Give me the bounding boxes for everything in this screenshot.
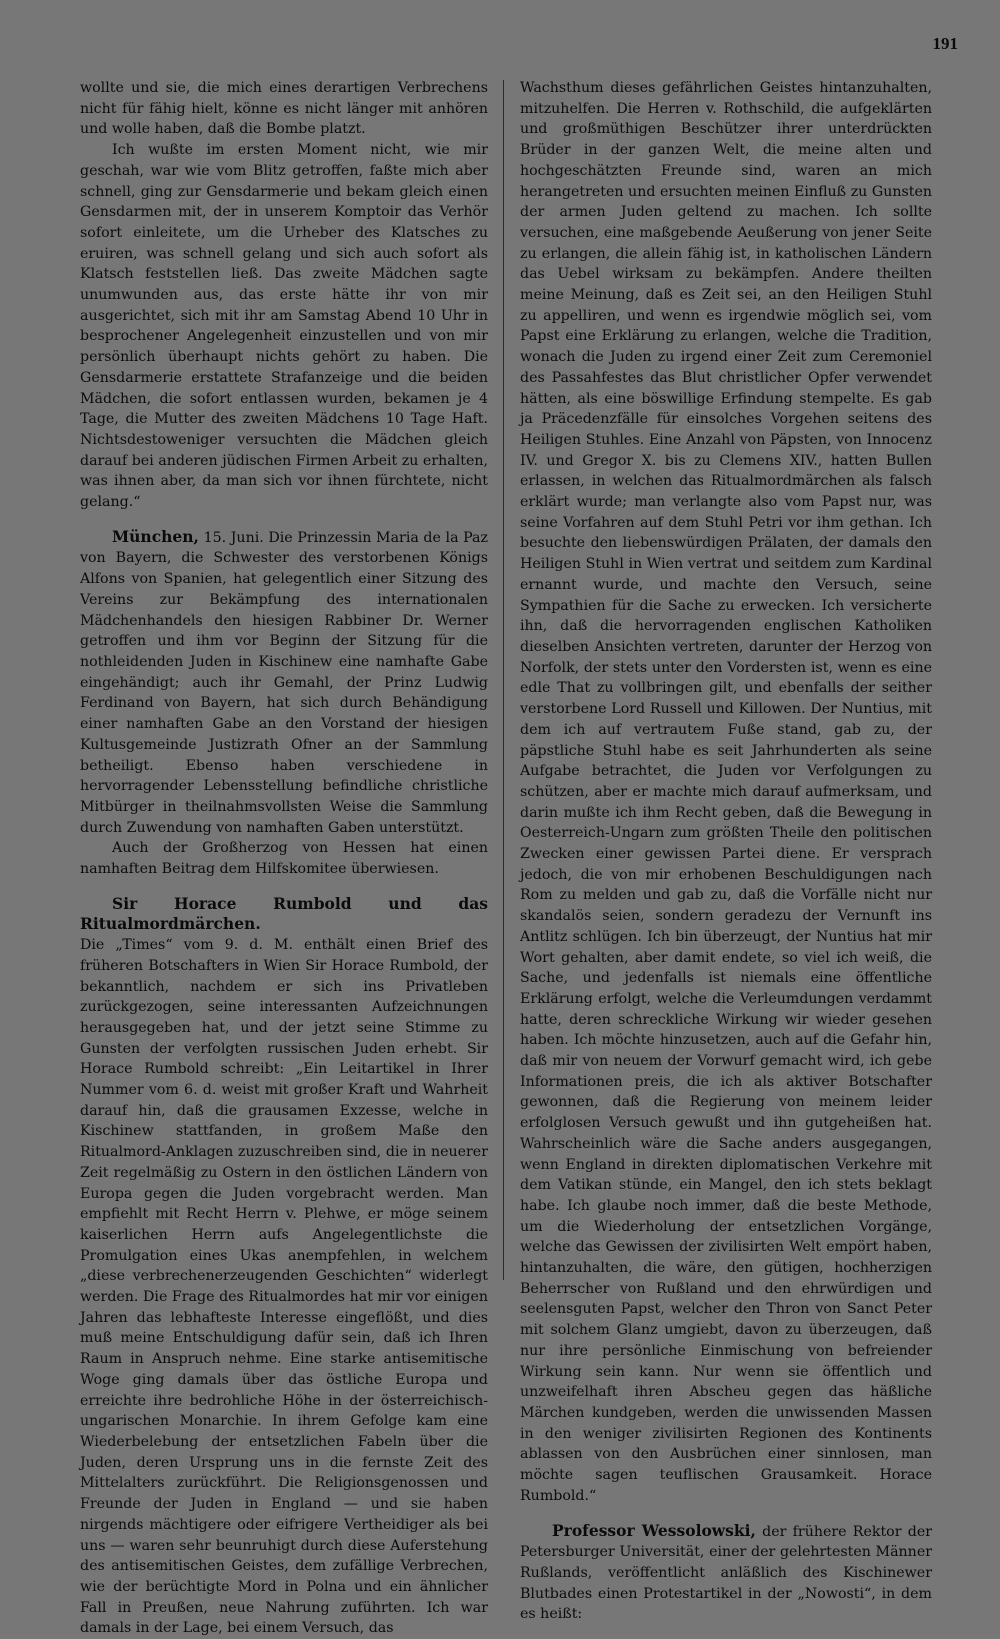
news-heading: Professor Wessolowski, [552, 1520, 756, 1540]
news-body: der frühere Rektor der Petersburger Universität, einer der gelehrtesten Männer Rußlands, veröffentlicht anläßlich des Kischinewer Blutbades einen Protestartikel in der „Nowosti“, in dem es heißt: [520, 1523, 932, 1623]
news-item-wessolowski [520, 1521, 932, 1626]
paragraph: Die „Times“ vom 9. d. M. enthält einen Brief des früheren Botschafters in Wien Sir Horace Rumbold, der bekanntlich, nachdem er sich ins Privatleben zurückgezogen, seine interessanten Aufzeichnungen herausgegeben hat, und der jetzt seine Stimme zu Gunsten der verfolgten russischen Juden erhebt. Sir Horace Rumbold schreibt: „Ein Leitartikel in Ihrer Nummer vom 6. d. weist mit großer Kraft und Wahrheit darauf hin, daß die grausamen Exzesse, welche in Kischinew stattfanden, in großem Maße den Ritualmord-Anklagen zuzuschreiben sind, die in neuerer Zeit regelmäßig zu Ostern in den östlichen Ländern von Europa gegen die Juden vorgebracht werden. Man empfiehlt mit Recht Herrn v. Plehwe, er möge seinem kaiserlichen Herrn aufs Angelegentlichste die Promulgation eines Ukas anempfehlen, in welchem „diese verbrechenerzeugenden Geschichten“ widerlegt werden. Die Frage des Ritualmordes hat mir vor einigen Jahren das lebhafteste Interesse eingeflößt, und dies muß meine Entschuldigung dafür sein, daß ich Ihren Raum in Anspruch nehme. Eine starke antisemitische Woge ging damals über das östliche Europa und erreichte ihre bedrohliche Höhe in der österreichisch-ungarischen Monarchie. In ihrem Gefolge kam eine Wiederbelebung der entsetzlichen Fabeln über die Juden, deren Ursprung uns in die fernste Zeit des Mittelalters zurückführt. Die Religionsgenossen und Freunde der Juden in England — und sie haben nirgends mächtigere oder eifrigere Vertheidiger als bei uns — waren sehr beunruhigt durch diese Auferstehung des antisemitischen Geistes, dem zufällige Verbrechen, wie der berüchtigte Mord in Polna und ein ähnlicher Fall in Preußen, neue Nahrung zuführten. Ich war damals in der Lage, bei einem Versuch, das [80, 937, 488, 1637]
article-heading: Sir Horace Rumbold und das Ritualmordmärchen. [80, 893, 488, 934]
left-column [80, 78, 488, 1639]
paragraph: Ich wußte im ersten Moment nicht, wie mir geschah, war wie vom Blitz getroffen, faßte mich aber schnell, ging zur Gensdarmerie und bekam gleich einen Gensdarmen mit, der in unserem Komptoir das Verhör sofort einleitete, um die Urheber des Klatsches zu eruiren, was schnell gelang und sich auch sofort als Klatsch feststellen ließ. Das zweite Mädchen sagte unumwunden aus, das erste hätte ihr von mir ausgerichtet, sich mit ihr am Samstag Abend 10 Uhr in besprochener Angelegenheit einzustellen und von mir persönlich überhaupt nichts gehört zu haben. Die Gensdarmerie erstattete Strafanzeige und die beiden Mädchen, die sofort entlassen wurden, bekamen je 4 Tage, die Mutter des zweiten Mädchens 10 Tage Haft. Nichtsdestoweniger versuchten die Mädchen gleich darauf bei anderen jüdischen Firmen Arbeit zu erhalten, was ihnen aber, da man sich vor ihnen fürchtete, nicht gelang.“ [80, 142, 488, 511]
paragraph: wollte und sie, die mich eines derartigen Verbrechens nicht für fähig hielt, könne es nicht länger mit anhören und wolle haben, daß die Bombe platzt. [80, 80, 488, 138]
paragraph: Auch der Großherzog von Hessen hat einen namhaften Beitrag dem Hilfskomitee überwiesen. [80, 840, 488, 878]
right-column [520, 78, 932, 1625]
news-body: 15. Juni. Die Prinzessin Maria de la Paz von Bayern, die Schwester des verstorbenen Königs Alfons von Spanien, hat gelegentlich einer Sitzung des Vereins zur Bekämpfung des internationalen Mädchenhandels den hiesigen Rabbiner Dr. Werner getroffen und ihm vor Beginn der Sitzung für die nothleidenden Juden in Kischinew eine namhafte Gabe eingehändigt; auch ihr Gemahl, der Prinz Ludwig Ferdinand von Bayern, hat sich durch Behändigung einer namhaften Gabe an den Vorstand der hiesigen Kultusgemeinde Justizrath Ofner an der Sammlung betheiligt. Ebenso haben verschiedene in hervorragender Lebensstellung befindliche christliche Mitbürger in theilnahmsvollsten Weise die Sammlung durch Zuwendung von namhaften Gaben unterstützt. [80, 529, 488, 836]
news-heading: München, [112, 526, 199, 546]
paragraph: Wachsthum dieses gefährlichen Geistes hintanzuhalten, mitzuhelfen. Die Herren v. Rothschild, die aufgeklärten und großmüthigen Beschützer ihrer unterdrückten Brüder in der ganzen Welt, die meine alten und hochgeschätzten Freunde sind, waren an mich herangetreten und ersuchten meinen Einfluß zu Gunsten der armen Juden geltend zu machen. Ich sollte versuchen, eine maßgebende Aeußerung von jener Seite zu erlangen, die allein fähig ist, in katholischen Ländern das Uebel wirksam zu bekämpfen. Andere theilten meine Meinung, daß es Zeit sei, an den Heiligen Stuhl zu appelliren, und wenn es irgendwie möglich sei, vom Papst eine Erklärung zu erlangen, welche die Tradition, wonach die Juden zu irgend einer Zeit zum Ceremoniel des Passahfestes das Blut christlicher Opfer verwendet hätten, als eine böswillige Erfindung stempelte. Es gab ja Präcedenzfälle für einsolches Vorgehen seitens des Heiligen Stuhles. Eine Anzahl von Päpsten, von Innocenz IV. und Gregor X. bis zu Clemens XIV., hatten Bullen erlassen, in welchen das Ritualmordmärchen als falsch erklärt wurde; man verlangte also vom Papst nur, was seine Vorfahren auf dem Stuhl Petri vor ihm gethan. Ich besuchte den liebenswürdigen Prälaten, der damals den Heiligen Stuhl in Wien vertrat und seitdem zum Kardinal ernannt wurde, und machte den Versuch, seine Sympathien für die Sache zu erwecken. Ich versicherte ihn, daß die hervorragenden englischen Katholiken dieselben Ansichten vertreten, darunter der Herzog von Norfolk, der stets unter den Vordersten ist, wenn es eine edle That zu vollbringen gilt, und ebenfalls der seither verstorbene Lord Russell und Killowen. Der Nuntius, mit dem ich auf vertrautem Fuße stand, gab zu, der päpstliche Stuhl habe es seit Jahrhunderten als seine Aufgabe betrachtet, die Juden vor Verfolgungen zu schützen, aber er machte mich darauf aufmerksam, und darin mußte ich ihm Recht geben, daß die Bewegung in Oesterreich-Ungarn zum größten Theile den politischen Zwecken einer gewissen Partei diene. Er versprach jedoch, die von mir erhobenen Beschuldigungen nach Rom zu melden und gab zu, daß die Vorfälle nicht nur skandalös seien, sondern geradezu der Vernunft ins Antlitz schlügen. Ich bin überzeugt, der Nuntius hat mir Wort gehalten, aber damit endete, so viel ich weiß, die Sache, und jedenfalls ist niemals eine öffentliche Erklärung erfolgt, welche die Verleumdungen verdammt hatte, deren schreckliche Wirkung wir wieder gesehen haben. Ich möchte hinzusetzen, auch auf die Gefahr hin, daß mir von neuem der Vorwurf gemacht wird, ich gebe Informationen preis, die ich als aktiver Botschafter gewonnen, daß die Regierung von meinem leider erfolglosen Versuch gewußt und ihn gutgeheißen hat. Wahrscheinlich wäre die Sache anders ausgegangen, wenn England in direkten diplomatischen Verkehre mit dem Vatikan stünde, ein Mangel, den ich stets beklagt habe. Ich glaube noch immer, daß die beste Methode, um die Wiederholung der entsetzlichen Vorgänge, welche das Gewissen der zivilisirten Welt empört haben, hintanzuhalten, die wäre, den gütigen, hochherzigen Beherrscher von Rußland und den ehrwürdigen und seelensguten Papst, welcher den Thron von Sanct Peter mit solchem Glanz umgiebt, davon zu überzeugen, daß nur ihre persönliche Einmischung von befreiender Wirkung sein kann. Nur wenn sie öffentlich und unzweifelhaft ihren Abscheu gegen das häßliche Märchen kundgeben, werden die unwissenden Massen in den weniger zivilisirten Regionen des Kontinents ablassen von den Ausbrüchen einer sinnlosen, man möchte sagen teuflischen Grausamkeit. Horace Rumbold.“ [520, 80, 932, 1504]
column-divider [503, 80, 504, 1280]
news-item-muenchen [80, 527, 488, 839]
page-number: 191 [932, 34, 958, 53]
